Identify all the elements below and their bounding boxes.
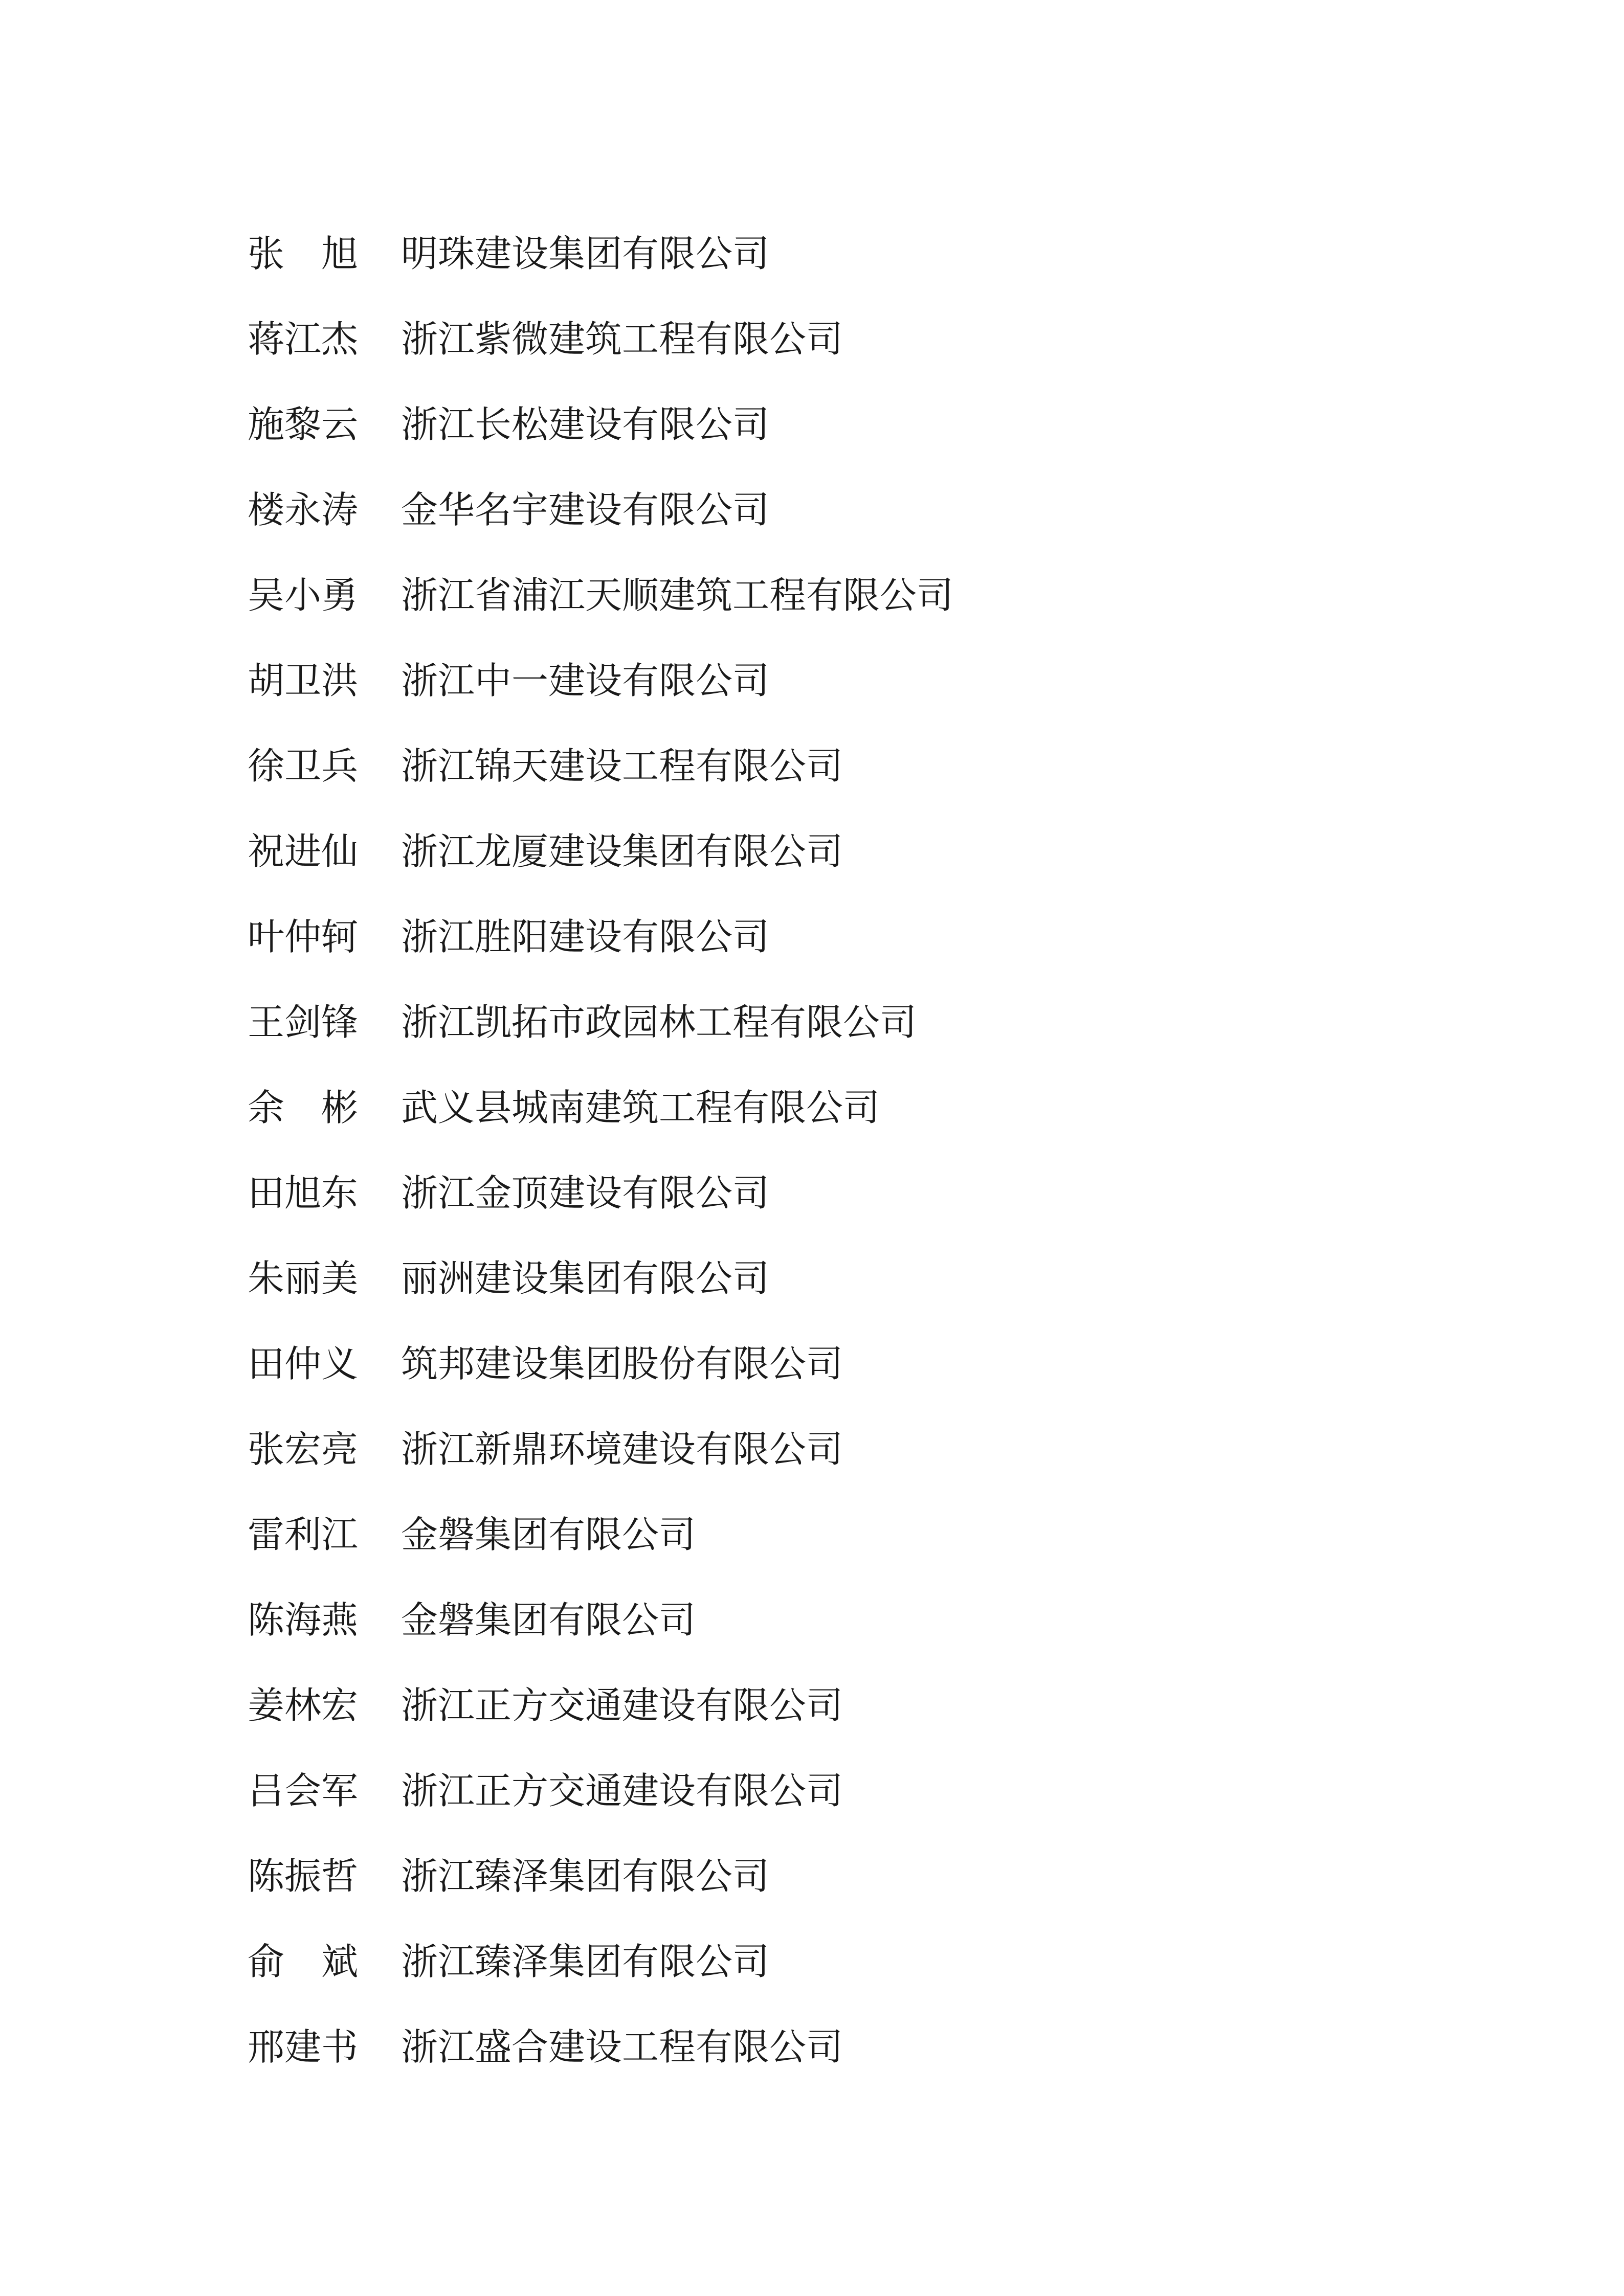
- company-name: 金磐集团有限公司: [401, 1513, 696, 1556]
- person-name: 俞 斌: [248, 1940, 359, 1983]
- company-name: 浙江金顶建设有限公司: [401, 1171, 770, 1214]
- person-name: 叶仲轲: [248, 915, 359, 958]
- list-item: [248, 1833, 1475, 1919]
- person-name: 吴小勇: [248, 573, 359, 617]
- name-company-list: [248, 211, 1475, 2089]
- person-name: 张 旭: [248, 232, 359, 275]
- list-item: [248, 1321, 1475, 1406]
- company-name: 浙江长松建设有限公司: [401, 402, 770, 446]
- company-name: 浙江省浦江天顺建筑工程有限公司: [401, 573, 954, 617]
- person-name: 蒋江杰: [248, 317, 359, 361]
- person-name: 雷利江: [248, 1513, 359, 1556]
- list-item: [248, 2004, 1475, 2089]
- company-name: 浙江正方交通建设有限公司: [401, 1683, 843, 1727]
- company-name: 武义县城南建筑工程有限公司: [401, 1086, 880, 1129]
- list-item: [248, 1492, 1475, 1577]
- person-name: 张宏亮: [248, 1427, 359, 1471]
- list-item: [248, 1919, 1475, 2004]
- company-name: 浙江锦天建设工程有限公司: [401, 744, 843, 787]
- company-name: 丽洲建设集团有限公司: [401, 1256, 770, 1300]
- list-item: [248, 467, 1475, 552]
- list-item: [248, 296, 1475, 381]
- person-name: 徐卫兵: [248, 744, 359, 787]
- list-item: [248, 1150, 1475, 1235]
- list-item: [248, 1577, 1475, 1662]
- list-item: [248, 381, 1475, 467]
- company-name: 浙江新鼎环境建设有限公司: [401, 1427, 843, 1471]
- person-name: 祝进仙: [248, 829, 359, 873]
- company-name: 浙江凯拓市政园林工程有限公司: [401, 1000, 917, 1044]
- company-name: 浙江中一建设有限公司: [401, 659, 770, 702]
- list-item: [248, 1065, 1475, 1150]
- person-name: 楼永涛: [248, 488, 359, 531]
- person-name: 姜林宏: [248, 1683, 359, 1727]
- company-name: 浙江盛合建设工程有限公司: [401, 2025, 843, 2068]
- person-name: 陈海燕: [248, 1598, 359, 1641]
- company-name: 浙江臻泽集团有限公司: [401, 1854, 770, 1898]
- company-name: 浙江龙厦建设集团有限公司: [401, 829, 843, 873]
- company-name: 浙江臻泽集团有限公司: [401, 1940, 770, 1983]
- company-name: 浙江胜阳建设有限公司: [401, 915, 770, 958]
- list-item: [248, 1748, 1475, 1833]
- person-name: 田仲义: [248, 1342, 359, 1385]
- person-name: 朱丽美: [248, 1256, 359, 1300]
- list-item: [248, 211, 1475, 296]
- person-name: 陈振哲: [248, 1854, 359, 1898]
- person-name: 余 彬: [248, 1086, 359, 1129]
- list-item: [248, 1406, 1475, 1492]
- person-name: 田旭东: [248, 1171, 359, 1214]
- company-name: 明珠建设集团有限公司: [401, 232, 770, 275]
- list-item: [248, 1235, 1475, 1321]
- company-name: 金磐集团有限公司: [401, 1598, 696, 1641]
- list-item: [248, 552, 1475, 638]
- list-item: [248, 1662, 1475, 1748]
- person-name: 胡卫洪: [248, 659, 359, 702]
- person-name: 邢建书: [248, 2025, 359, 2068]
- list-item: [248, 723, 1475, 808]
- list-item: [248, 894, 1475, 979]
- list-item: [248, 808, 1475, 894]
- company-name: 浙江正方交通建设有限公司: [401, 1769, 843, 1812]
- person-name: 施黎云: [248, 402, 359, 446]
- list-item: [248, 638, 1475, 723]
- company-name: 筑邦建设集团股份有限公司: [401, 1342, 843, 1385]
- person-name: 王剑锋: [248, 1000, 359, 1044]
- company-name: 金华名宇建设有限公司: [401, 488, 770, 531]
- company-name: 浙江紫微建筑工程有限公司: [401, 317, 843, 361]
- person-name: 吕会军: [248, 1769, 359, 1812]
- list-item: [248, 979, 1475, 1065]
